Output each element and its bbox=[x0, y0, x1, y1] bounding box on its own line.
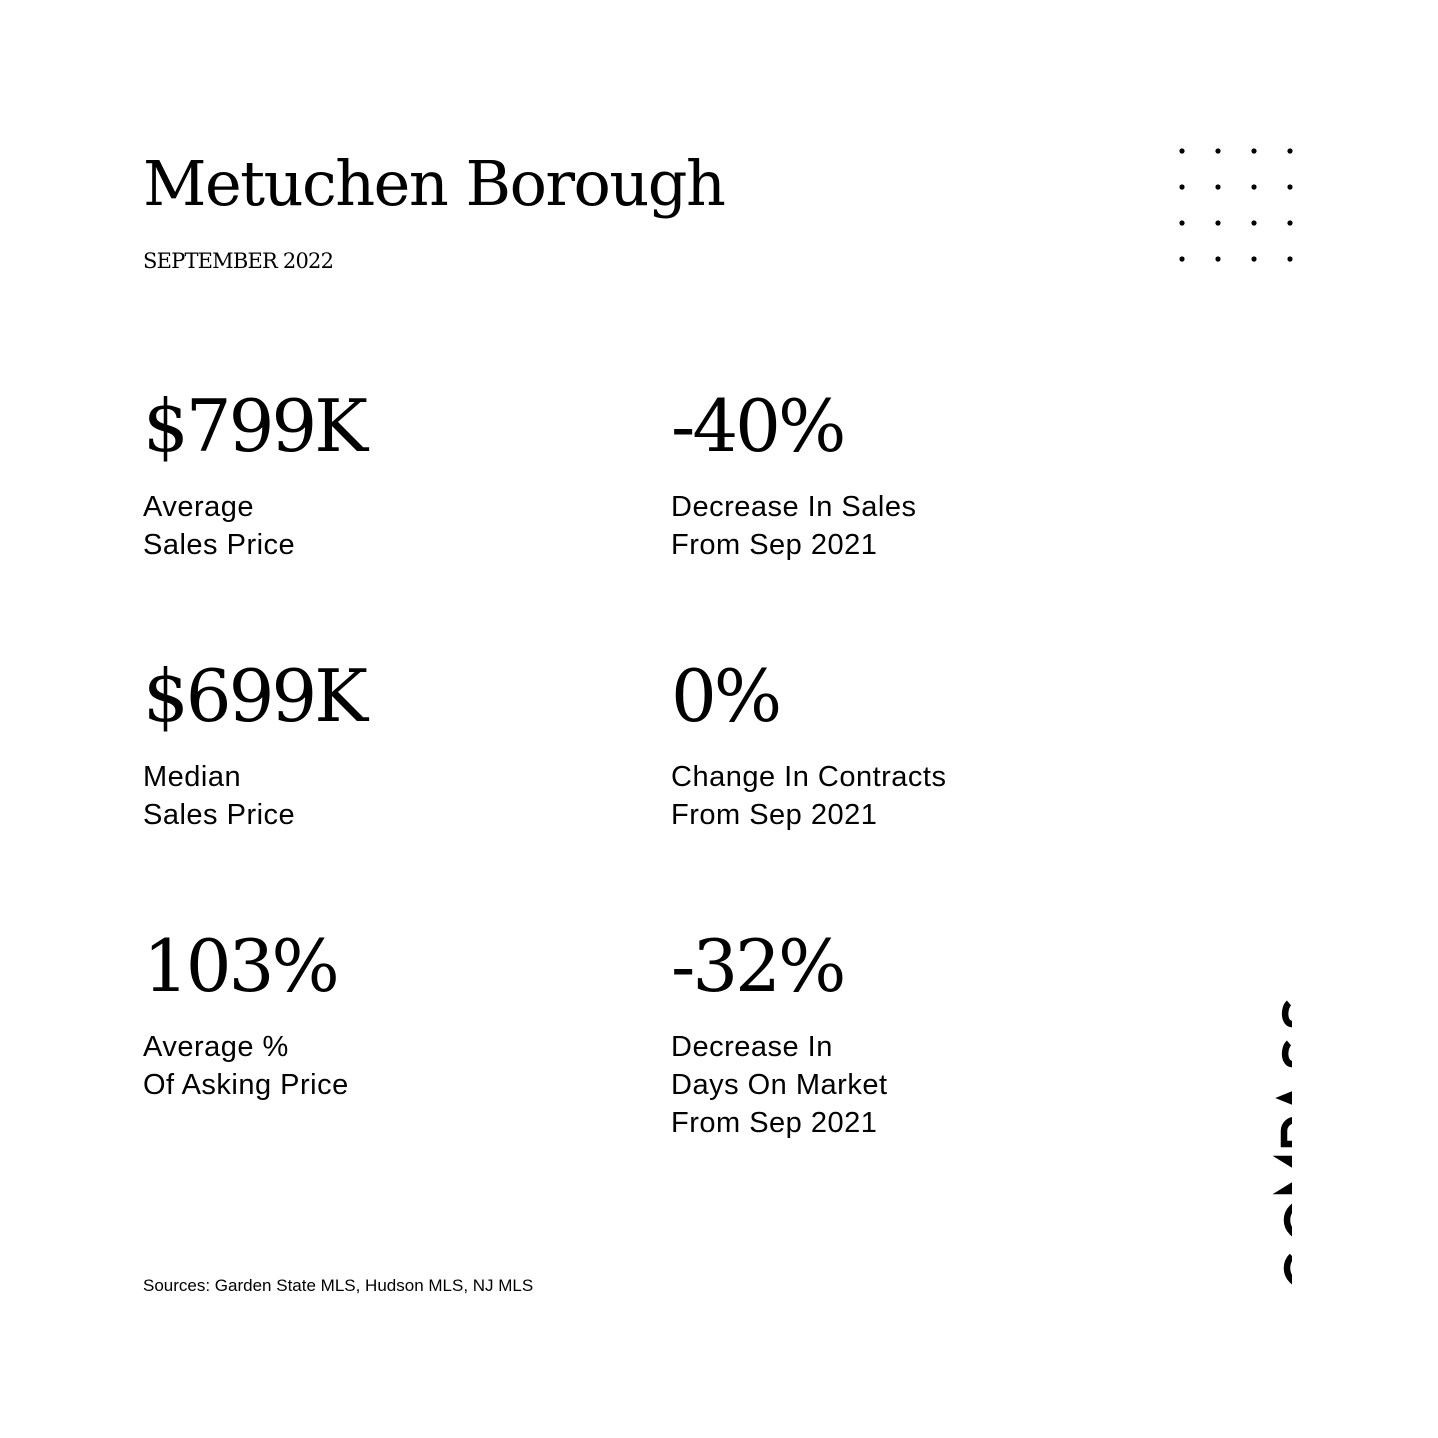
stat-average-of-asking-price bbox=[143, 924, 623, 1104]
stat-decrease-in-sales bbox=[671, 384, 1151, 564]
stat-label bbox=[671, 758, 1151, 834]
stat-value: -40% bbox=[671, 384, 844, 468]
stat-label-line: Sales Price bbox=[143, 799, 296, 831]
stat-label-line: Decrease In bbox=[671, 1031, 833, 1063]
stat-label-line: Days On Market bbox=[671, 1069, 888, 1101]
stat-value: $799K bbox=[143, 384, 366, 468]
stat-label-line: From Sep 2021 bbox=[671, 1107, 878, 1139]
stat-value: 103% bbox=[143, 924, 337, 1008]
stat-label-line: Decrease In Sales bbox=[671, 491, 917, 523]
stat-label-line: Average % bbox=[143, 1031, 289, 1063]
stat-value: $699K bbox=[143, 654, 366, 738]
stat-decrease-in-days-on-market bbox=[671, 924, 1151, 1142]
stat-label-line: Change In Contracts bbox=[671, 761, 947, 793]
stat-label-line: Average bbox=[143, 491, 254, 523]
stat-average-sales-price bbox=[143, 384, 623, 564]
dot-grid-icon bbox=[1176, 145, 1298, 267]
stat-value: 0% bbox=[671, 654, 780, 738]
stat-label bbox=[143, 1028, 623, 1104]
stat-label-line: From Sep 2021 bbox=[671, 799, 878, 831]
stat-label bbox=[671, 488, 1151, 564]
stat-label bbox=[143, 488, 623, 564]
stat-label bbox=[671, 1028, 1151, 1142]
stat-label-line: Of Asking Price bbox=[143, 1069, 349, 1101]
stat-label-line: From Sep 2021 bbox=[671, 529, 878, 561]
stat-label-line: Sales Price bbox=[143, 529, 296, 561]
compass-logo bbox=[1236, 954, 1292, 1294]
sources-note: Sources: Garden State MLS, Hudson MLS, NJ MLS bbox=[143, 1276, 534, 1295]
stat-label-line: Median bbox=[143, 761, 242, 793]
stat-label bbox=[143, 758, 623, 834]
stat-change-in-contracts bbox=[671, 654, 1151, 834]
page-title: Metuchen Borough bbox=[143, 147, 725, 220]
report-date: SEPTEMBER 2022 bbox=[143, 249, 334, 273]
stat-median-sales-price bbox=[143, 654, 623, 834]
stat-value: -32% bbox=[671, 924, 844, 1008]
